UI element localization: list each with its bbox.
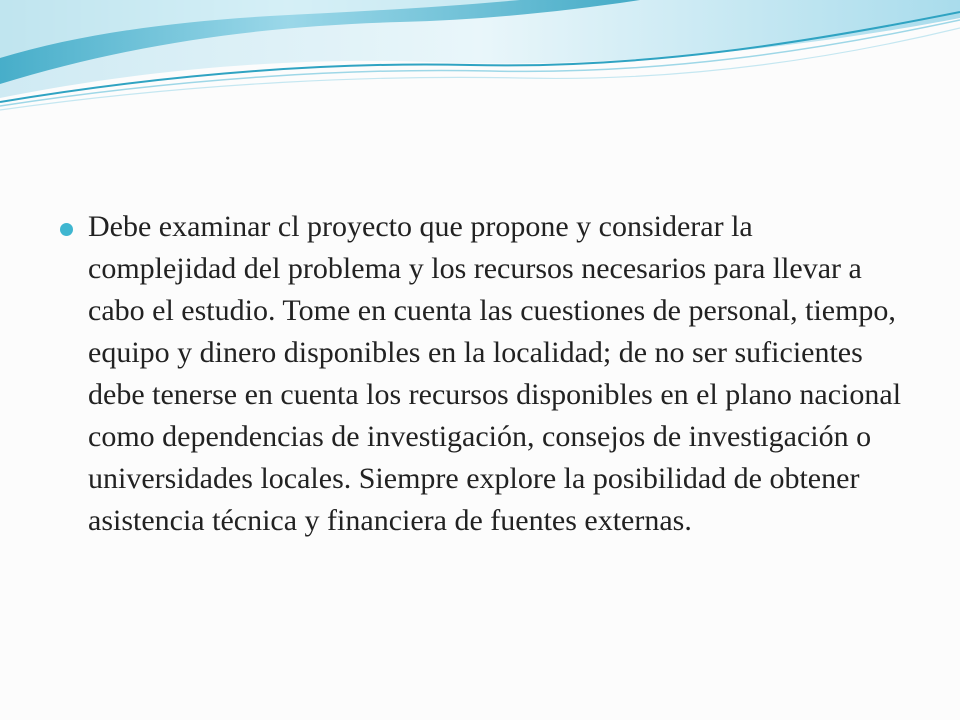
- bullet-text: Debe examinar cl proyecto que propone y considerar la complejidad del problema y los recursos necesarios para llevar a cabo el estudio. Tome en cuenta las cuestiones de personal, tiempo, equipo y dinero disponibles en la localidad; de no ser suficientes debe tenerse en cuenta los recursos disponibles en el plano nacional como dependencias de investigación, consejos de investigación o universidades locales. Siempre explore la posibilidad de obtener asistencia técnica y financiera de fuentes externas.: [88, 210, 902, 537]
- content-area: [58, 206, 908, 542]
- bullet-dot-icon: [60, 223, 73, 236]
- wave-header-decoration: [0, 0, 960, 120]
- bullet-item: [58, 206, 908, 542]
